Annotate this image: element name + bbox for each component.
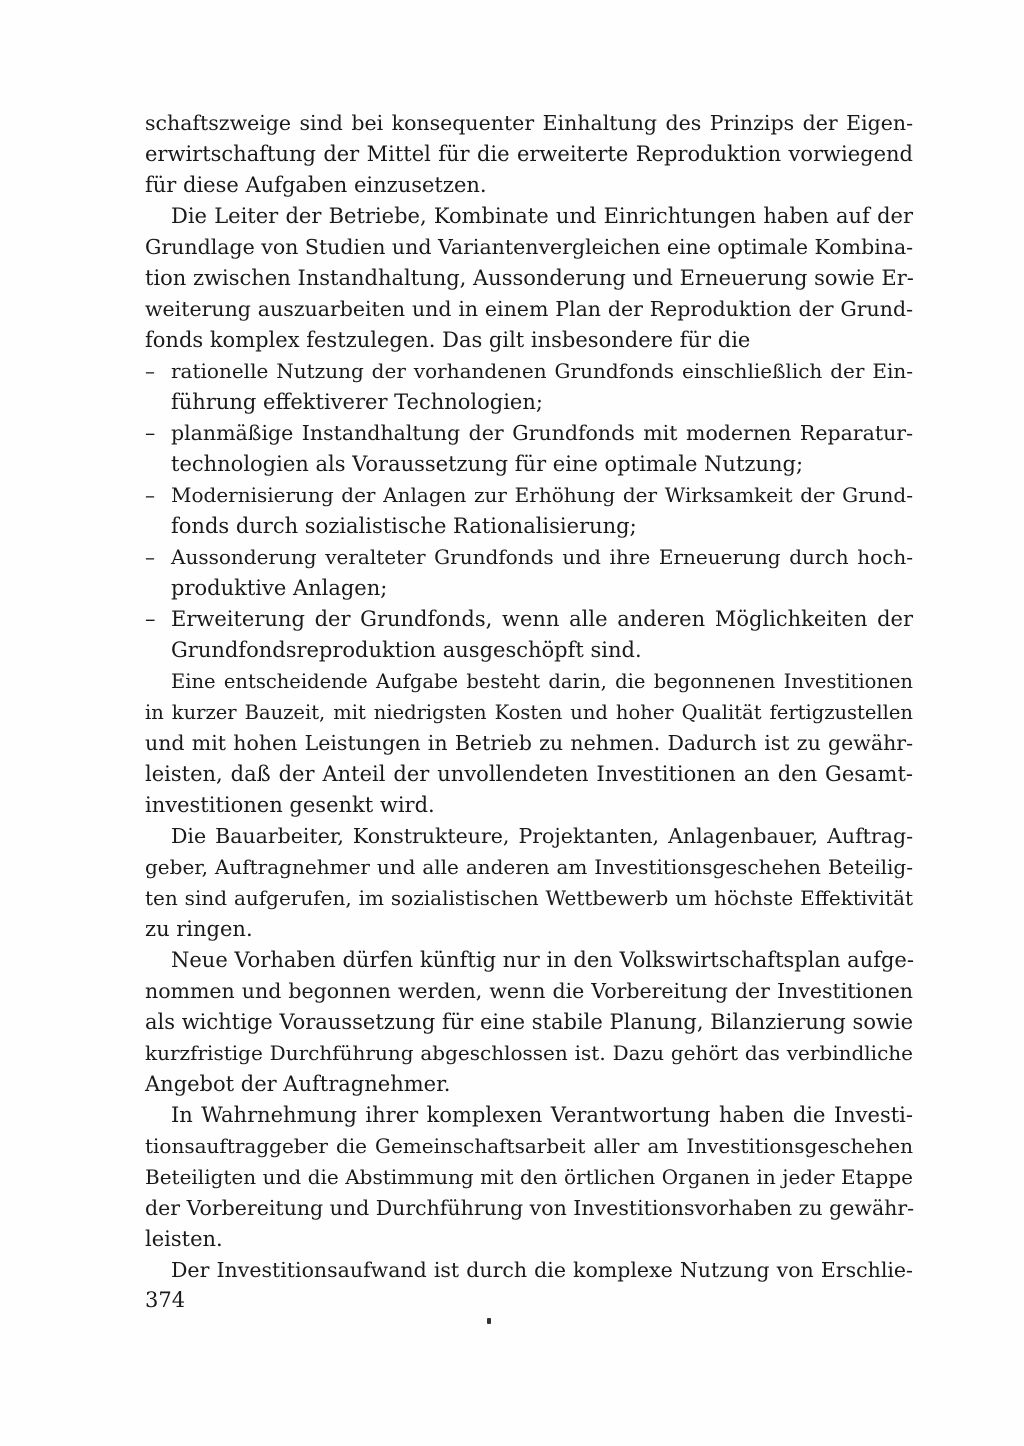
text-line: fonds durch sozialistische Rationalisierung; [171,514,637,538]
bullet-dash: – [145,607,156,631]
page-number: 374 [145,1288,186,1312]
text-line: Grundfondsreproduktion ausgeschöpft sind. [171,638,642,662]
text-line: investitionen gesenkt wird. [145,793,435,817]
text-line: fonds komplex festzulegen. Das gilt insbesondere für die [145,328,751,352]
text-line: ten sind aufgerufen, im sozialistischen Wettbewerb um höchste Effektivität [145,886,913,910]
text-line: nommen und begonnen werden, wenn die Vorbereitung der Investitionen [145,979,913,1003]
bullet-text: Aussonderung veralteter Grundfonds und ihre Erneuerung durch hoch- [171,545,913,569]
bullet-text: Modernisierung der Anlagen zur Erhöhung der Wirksamkeit der Grund- [171,483,913,507]
bullet-dash: – [145,483,155,507]
text-line: schaftszweige sind bei konsequenter Einhaltung des Prinzips der Eigen- [145,111,913,135]
text-line: kurzfristige Durchführung abgeschlossen ist. Dazu gehört das verbindliche [145,1041,913,1065]
text-line: Angebot der Auftragnehmer. [145,1072,451,1096]
text-line: Eine entscheidende Aufgabe besteht darin, die begonnenen Investitionen [171,670,913,693]
text-line: tionsauftraggeber die Gemeinschaftsarbeit aller am Investitionsgeschehen [145,1134,913,1158]
text-line: als wichtige Voraussetzung für eine stabile Planung, Bilanzierung sowie [145,1010,914,1034]
text-line: technologien als Voraussetzung für eine optimale Nutzung; [171,452,804,476]
text-line: führung effektiverer Technologien; [171,390,543,414]
bullet-line [145,604,913,635]
text-line: und mit hohen Leistungen in Betrieb zu nehmen. Dadurch ist zu gewähr- [145,731,913,755]
bullet-text: planmäßige Instandhaltung der Grundfonds mit modernen Reparatur- [171,421,913,445]
bullet-text: rationelle Nutzung der vorhandenen Grundfonds einschließlich der Ein- [171,359,913,383]
bullet-line [145,418,913,449]
text-line: Neue Vorhaben dürfen künftig nur in den Volkswirtschaftsplan aufge- [171,948,914,972]
bullet-dash: – [145,359,155,383]
text-line: weiterung auszuarbeiten und in einem Plan der Reproduktion der Grund- [145,297,913,321]
text-line: in kurzer Bauzeit, mit niedrigsten Kosten und hoher Qualität fertigzustellen [145,701,913,724]
text-line: leisten, daß der Anteil der unvollendeten Investitionen an den Gesamt- [145,762,913,786]
text-line: Grundlage von Studien und Variantenvergleichen eine optimale Kombina- [145,235,914,259]
text-line: geber, Auftragnehmer und alle anderen am Investitionsgeschehen Beteilig- [145,855,913,879]
text-line: Die Bauarbeiter, Konstrukteure, Projektanten, Anlagenbauer, Auftrag- [171,824,913,848]
print-mark [487,1318,491,1324]
bullet-line [145,542,913,573]
bullet-text: Erweiterung der Grundfonds, wenn alle anderen Möglichkeiten der [171,607,913,631]
bullet-dash: – [145,545,155,569]
text-line: erwirtschaftung der Mittel für die erweiterte Reproduktion vorwiegend [145,142,913,166]
bullet-dash: – [145,421,156,445]
text-line: Die Leiter der Betriebe, Kombinate und Einrichtungen haben auf der [171,204,913,228]
text-line: Der Investitionsaufwand ist durch die komplexe Nutzung von Erschlie- [171,1258,913,1282]
text-line: für diese Aufgaben einzusetzen. [145,173,487,197]
text-line: produktive Anlagen; [171,576,388,600]
body-text [145,108,913,1286]
bullet-line [145,480,913,511]
text-line: In Wahrnehmung ihrer komplexen Verantwortung haben die Investi- [171,1103,913,1127]
bullet-line [145,356,913,387]
text-line: zu ringen. [145,917,253,941]
text-line: leisten. [145,1227,223,1251]
text-line: tion zwischen Instandhaltung, Aussonderung und Erneuerung sowie Er- [145,266,914,290]
text-line: der Vorbereitung und Durchführung von Investitionsvorhaben zu gewähr- [145,1196,915,1220]
text-line: Beteiligten und die Abstimmung mit den örtlichen Organen in jeder Etappe [145,1165,913,1189]
